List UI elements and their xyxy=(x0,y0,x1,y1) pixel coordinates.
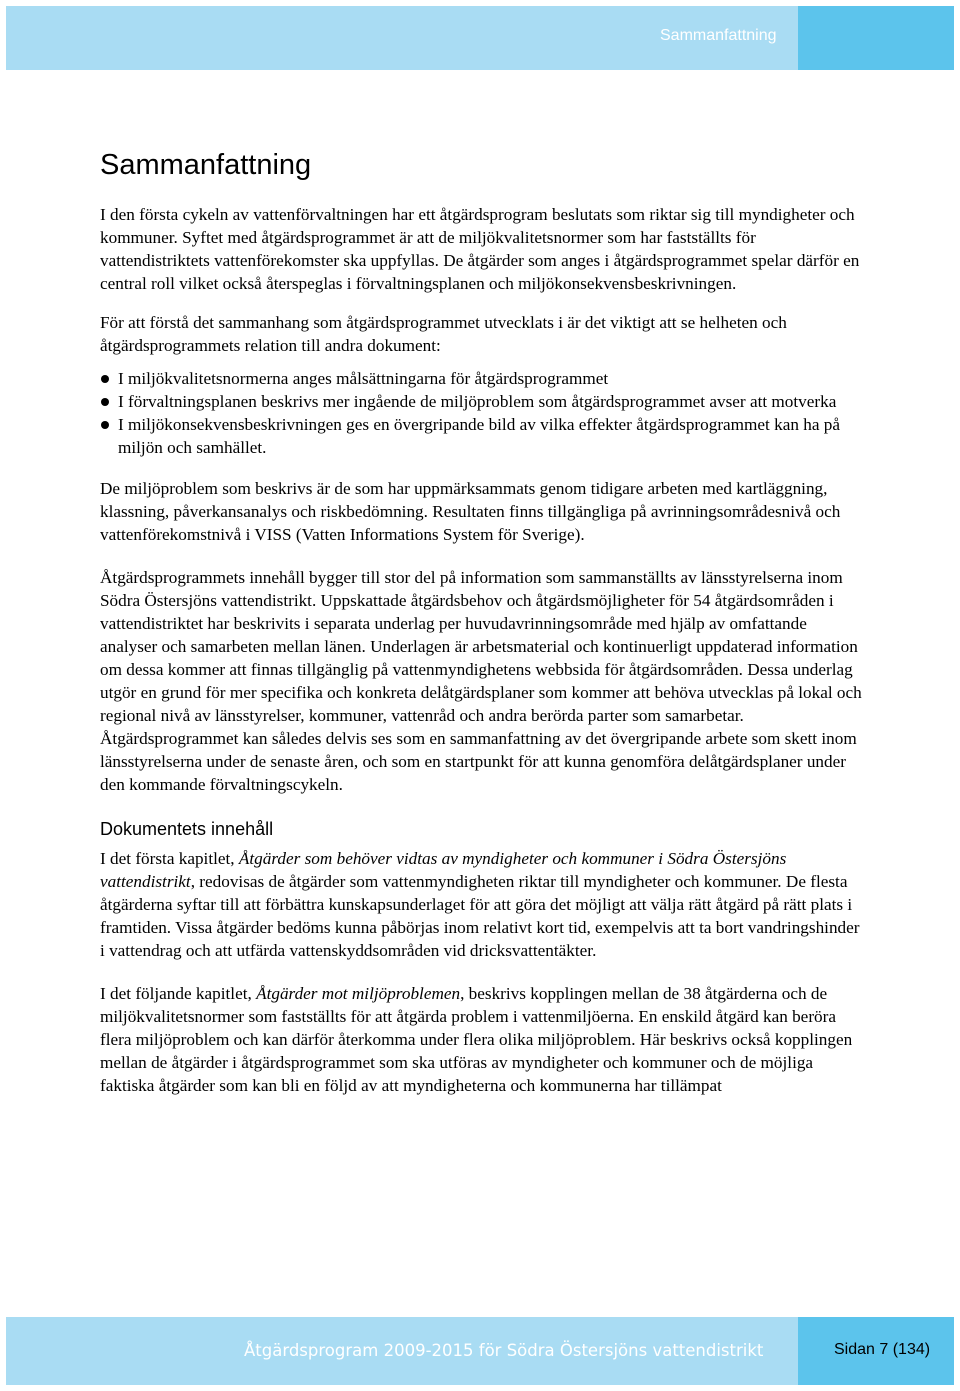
footer-document-title: Åtgärdsprogram 2009-2015 för Södra Östersjöns vattendistrikt xyxy=(244,1341,764,1360)
problems-paragraph: De miljöproblem som beskrivs är de som har uppmärksammats genom tidigare arbeten med kartläggning, klassning, påverkansanalys och riskbedömning. Resultaten finns tillgängliga på avrinningsområdesnivå och vattenförekomstnivå i VISS (Vatten Informations System för Sverige). xyxy=(100,479,841,544)
running-header-title: Sammanfattning xyxy=(660,27,777,44)
page-title: Sammanfattning xyxy=(100,149,312,181)
section-heading: Dokumentets innehåll xyxy=(100,819,274,839)
chapter2-text-before: I det följande kapitlet, xyxy=(100,984,257,1003)
context-paragraph: För att förstå det sammanhang som åtgärdsprogrammet utvecklats i är det viktigt att se helheten och åtgärdsprogrammets relation till andra dokument: xyxy=(100,313,787,355)
chapter1-title: Åtgärder som behöver vidtas av myndigheter och kommuner i Södra Östersjöns vattendistrikt xyxy=(100,849,787,891)
list-item: I miljökonsekvensbeskrivningen ges en övergripande bild av vilka effekter åtgärdsprogrammet kan ha på miljön och samhället. xyxy=(100,413,862,459)
list-item: I miljökvalitetsnormerna anges målsättningarna för åtgärdsprogrammet xyxy=(100,367,862,390)
chapter1-text-after: , redovisas de åtgärder som vattenmyndigheten riktar till myndigheter och kommuner. De flesta åtgärderna syftar till att förbättra kunskapsunderlaget för att göra det möjligt att välja rätt åtgärd på rätt plats i framtiden. Vissa åtgärder bedöms kunna påbörjas inom relativt kort tid, exempelvis att ta bort vandringshinder i vattendrag och att utfärda vattenskyddsområden vid dricksvattentäkter. xyxy=(100,872,860,960)
bullet-list xyxy=(100,367,862,459)
chapter2-title: Åtgärder mot miljöproblemen xyxy=(256,984,461,1003)
chapter1-paragraph xyxy=(100,847,862,962)
chapter1-text-before: I det första kapitlet, xyxy=(100,849,239,868)
chapter2-paragraph xyxy=(100,982,862,1097)
page-number: Sidan 7 (134) xyxy=(834,1341,931,1358)
intro-paragraph: I den första cykeln av vattenförvaltningen har ett åtgärdsprogram beslutats som riktar sig till myndigheter och kommuner. Syftet med åtgärdsprogrammet är att de miljökvalitetsnormer som har fastställts för vattendistriktets vattenförekomster ska uppfyllas. De åtgärder som anges i åtgärdsprogrammet spelar därför en central roll vilket också återspeglas i förvaltningsplanen och miljökonsekvensbeskrivningen. xyxy=(100,205,860,293)
content-paragraph: Åtgärdsprogrammets innehåll bygger till stor del på information som sammanställts av länsstyrelserna inom Södra Östersjöns vattendistrikt. Uppskattade åtgärdsbehov och åtgärdsmöjligheter för 54 åtgärdsområden i vattendistriktet har beskrivits i separata underlag per huvudavrinningsområde med hjälp av omfattande analyser och samarbeten mellan länen. Underlagen är arbetsmaterial och kontinuerligt uppdaterad information om dessa kommer att finnas tillgänglig på vattenmyndighetens webbsida för åtgärdsområden. Dessa underlag utgör en grund för mer specifika och konkreta delåtgärdsplaner som kommer att behöva utvecklas på lokal och regional nivå av länsstyrelser, kommuner, vattenråd och andra berörda parter som samarbetar. Åtgärdsprogrammet kan således delvis ses som en sammanfattning av det övergripande arbete som skett inom länsstyrelserna under de senaste åren, och som en startpunkt för att kunna genomföra delåtgärdsplaner under den kommande förvaltningscykeln. xyxy=(100,568,862,794)
chapter2-text-after: , beskrivs kopplingen mellan de 38 åtgärderna och de miljökvalitetsnormer som fastställts för att åtgärda problem i vattenmiljöerna. En enskild åtgärd kan beröra flera miljöproblem och kan därför återkomma under flera olika miljöproblem. Här beskrivs också kopplingen mellan de åtgärder i åtgärdsprogrammet som ska utföras av myndigheter och kommuner och de möjliga faktiska åtgärder som kan bli en följd av att myndigheterna och kommunerna har tillämpat xyxy=(100,984,853,1095)
page-content xyxy=(100,144,862,1117)
list-item: I förvaltningsplanen beskrivs mer ingående de miljöproblem som åtgärdsprogrammet avser att motverka xyxy=(100,390,862,413)
